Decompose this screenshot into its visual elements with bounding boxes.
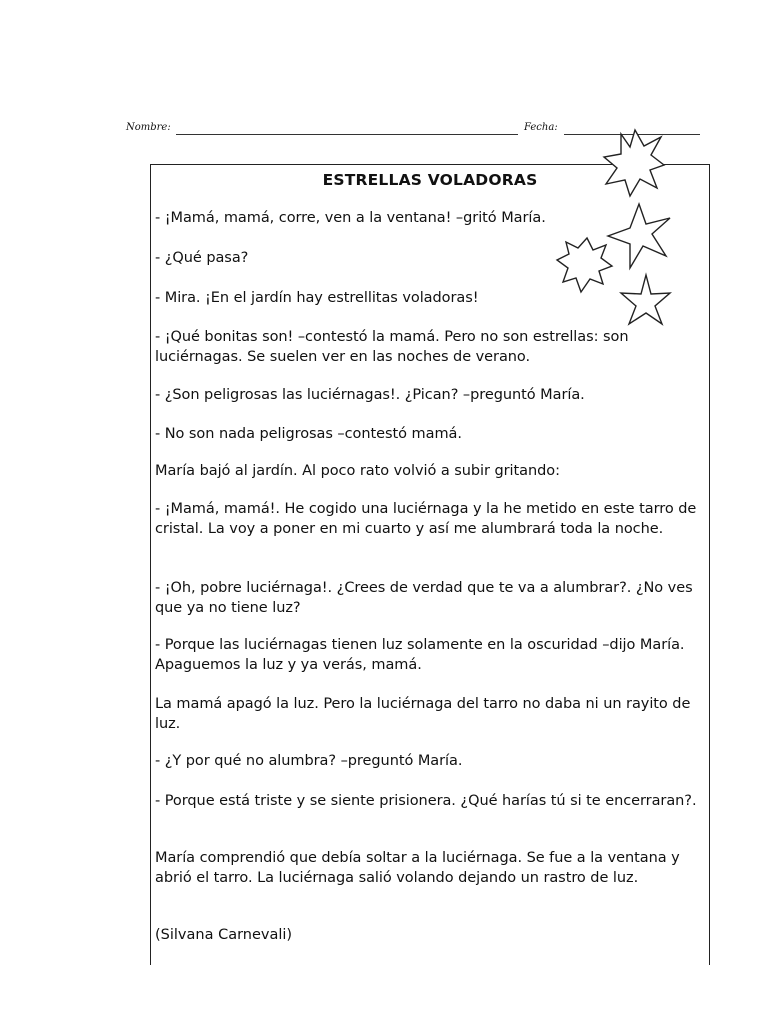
- story-credit: (Silvana Carnevali): [155, 927, 293, 943]
- name-label: Nombre:: [126, 122, 171, 133]
- story-paragraph: La mamá apagó la luz. Pero la luciérnaga del tarro no daba ni un rayito de luz.: [155, 696, 691, 732]
- story-paragraph: - ¡Oh, pobre luciérnaga!. ¿Crees de verdad que te va a alumbrar?. ¿No ves que ya no tiene luz?: [155, 580, 693, 616]
- story-paragraph: - Mira. ¡En el jardín hay estrellitas voladoras!: [155, 290, 479, 306]
- story-paragraph: - Porque las luciérnagas tienen luz solamente en la oscuridad –dijo María. Apaguemos la luz y ya verás, mamá.: [155, 637, 685, 673]
- story-title: ESTRELLAS VOLADORAS: [322, 171, 538, 189]
- story-paragraph: - ¡Mamá, mamá, corre, ven a la ventana! –gritó María.: [155, 210, 546, 226]
- story-paragraph: - ¿Qué pasa?: [155, 250, 249, 266]
- story-paragraph: María comprendió que debía soltar a la luciérnaga. Se fue a la ventana y abrió el tarro. La luciérnaga salió volando dejando un rastro de luz.: [155, 850, 680, 886]
- date-field[interactable]: [564, 134, 700, 135]
- date-label: Fecha:: [524, 122, 558, 133]
- story-paragraph: - ¿Y por qué no alumbra? –preguntó María.: [155, 753, 463, 769]
- story-paragraph: María bajó al jardín. Al poco rato volvió a subir gritando:: [155, 463, 560, 479]
- story-paragraph: - Porque está triste y se siente prisionera. ¿Qué harías tú si te encerraran?.: [155, 793, 697, 809]
- story-paragraph: - ¿Son peligrosas las luciérnagas!. ¿Pican? –preguntó María.: [155, 387, 585, 403]
- story-paragraph: - ¡Mamá, mamá!. He cogido una luciérnaga y la he metido en este tarro de cristal. La voy a poner en mi cuarto y así me alumbrará toda la noche.: [155, 501, 697, 537]
- story-box: [150, 164, 710, 965]
- story-paragraph: - No son nada peligrosas –contestó mamá.: [155, 426, 462, 442]
- story-paragraph: - ¡Qué bonitas son! –contestó la mamá. Pero no son estrellas: son luciérnagas. Se suelen ver en las noches de verano.: [155, 329, 629, 365]
- worksheet-header: [126, 122, 700, 138]
- name-field[interactable]: [176, 134, 518, 135]
